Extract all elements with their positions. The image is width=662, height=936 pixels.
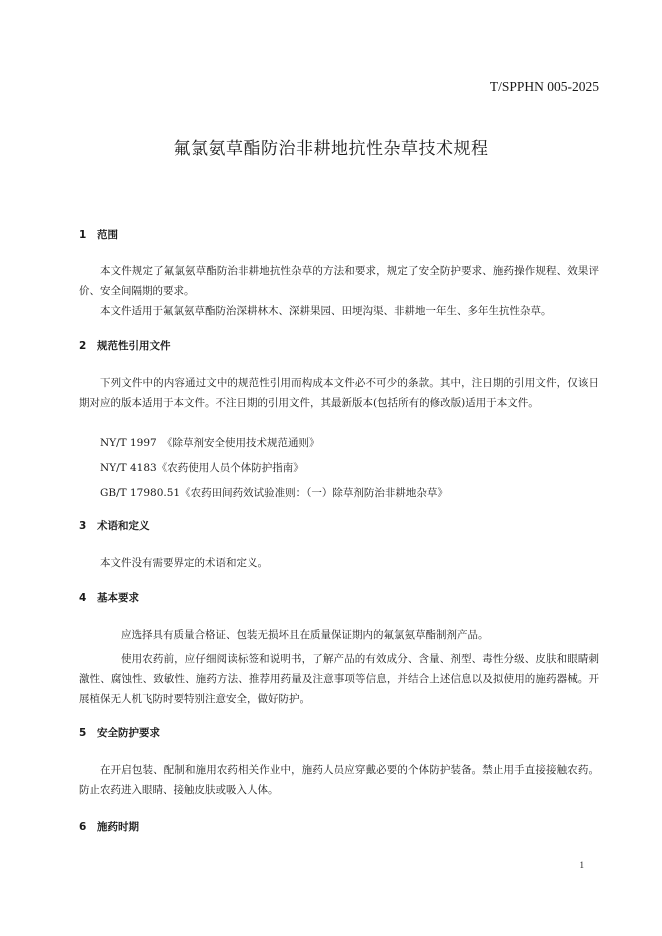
section-4-number: 4: [79, 592, 87, 604]
reference-item: NY/T 4183《农药使用人员个体防护指南》: [100, 462, 304, 474]
page-number: 1: [579, 860, 584, 870]
section-3-paragraph-1: 本文件没有需要界定的术语和定义。: [100, 557, 268, 569]
section-5-heading: [79, 725, 160, 740]
section-5-title: 安全防护要求: [97, 727, 160, 739]
section-3-number: 3: [79, 520, 87, 532]
section-6-number: 6: [79, 821, 87, 833]
section-2-paragraph-1: 下列文件中的内容通过文中的规范性引用而构成本文件必不可少的条款。其中，注日期的引用文件，仅该日期对应的版本适用于本文件。不注日期的引用文件，其最新版本(包括所有的修改版)适用于本文件。: [79, 377, 599, 409]
section-1-heading: [79, 227, 118, 242]
section-1-title: 范围: [97, 229, 118, 241]
reference-item: NY/T 1997 《除草剂安全使用技术规范通则》: [100, 437, 320, 449]
section-1-paragraph-2: 本文件适用于氟氯氨草酯防治深耕林木、深耕果园、田埂沟渠、非耕地一年生、多年生抗性杂草。: [100, 305, 552, 317]
section-4-title: 基本要求: [97, 592, 139, 604]
section-4-heading: [79, 590, 139, 605]
standard-number: T/SPPHN 005-2025: [489, 79, 599, 94]
document-title: 氟氯氨草酯防治非耕地抗性杂草技术规程: [173, 139, 489, 159]
section-6-heading: [79, 819, 139, 834]
section-2-number: 2: [79, 340, 87, 352]
section-1-paragraph-1: 本文件规定了氟氯氨草酯防治非耕地抗性杂草的方法和要求，规定了安全防护要求、施药操作规程、效果评价、安全间隔期的要求。: [79, 265, 599, 297]
section-3-heading: [79, 518, 150, 533]
section-5-number: 5: [79, 727, 87, 739]
section-2-heading: [79, 338, 171, 353]
reference-item: GB/T 17980.51《农药田间药效试验准则：（一）除草剂防治非耕地杂草》: [100, 487, 448, 499]
section-1-number: 1: [79, 229, 87, 241]
section-6-title: 施药时期: [97, 821, 139, 833]
section-3-title: 术语和定义: [97, 520, 150, 532]
section-4-paragraph-2: 使用农药前，应仔细阅读标签和说明书，了解产品的有效成分、含量、剂型、毒性分级、皮肤和眼睛刺激性、腐蚀性、致敏性、施药方法、推荐用药量及注意事项等信息，并结合上述信息以及拟使用的施药器械。开展植保无人机飞防时要特别注意安全，做好防护。: [79, 653, 599, 705]
section-4-paragraph-1: 应选择具有质量合格证、包装无损坏且在质量保证期内的氟氯氨草酯制剂产品。: [121, 629, 489, 641]
section-2-title: 规范性引用文件: [97, 340, 171, 352]
section-5-paragraph-1: 在开启包装、配制和施用农药相关作业中，施药人员应穿戴必要的个体防护装备。禁止用手直接接触农药。防止农药进入眼睛、接触皮肤或吸入人体。: [79, 764, 599, 796]
